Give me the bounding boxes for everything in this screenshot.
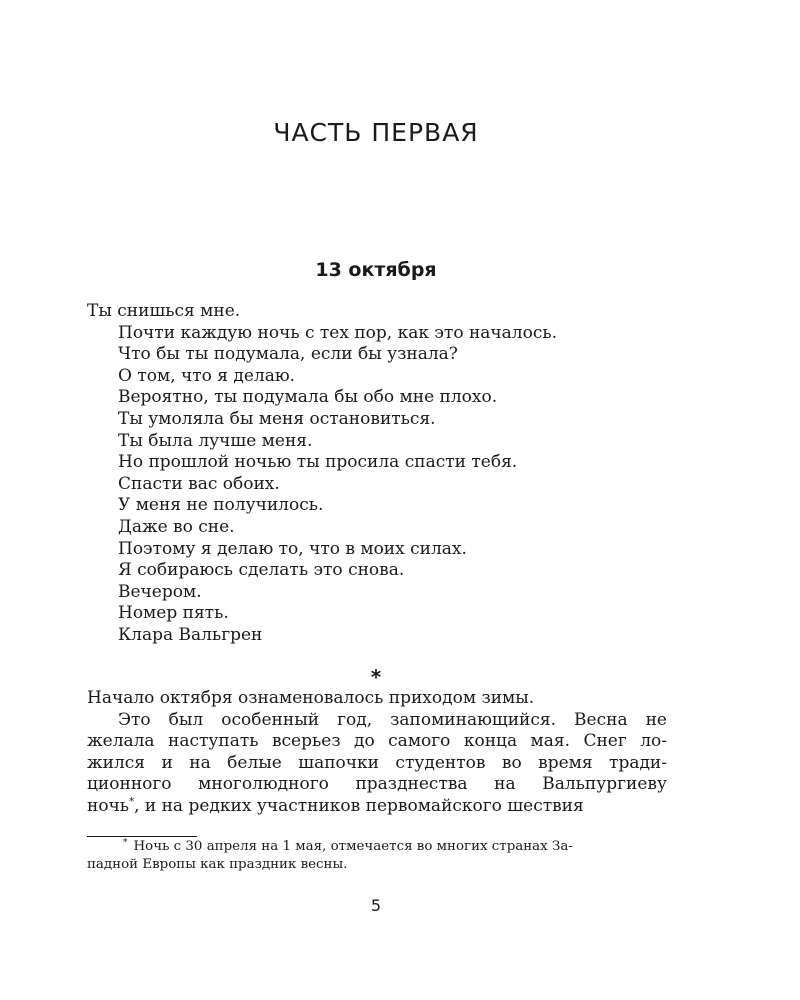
letter-line: Даже во сне.	[118, 516, 235, 537]
letter-opening-line: Ты снишься мне.	[87, 301, 241, 321]
paragraph-line: желала наступать всерьез до самого конца мая. Снег ло-	[87, 731, 667, 751]
letter-line: Ты была лучше меня.	[118, 430, 313, 451]
letter-line: Поэтому я делаю то, что в моих силах.	[118, 538, 467, 559]
letter-line: Что бы ты подумала, если бы узнала?	[118, 344, 458, 365]
paragraph-line: жился и на белые шапочки студентов во время тради-	[87, 752, 667, 773]
paragraph-line: Начало октября ознаменовалось приходом зимы.	[87, 688, 535, 708]
footnote-marker: *	[123, 837, 128, 848]
footnote-line: падной Европы как праздник весны.	[87, 857, 348, 872]
letter-signature: Клара Вальгрен	[118, 624, 263, 645]
letter-line: Почти каждую ночь с тех пор, как это началось.	[118, 322, 558, 343]
footnote-divider	[87, 836, 197, 837]
paragraph-text: , и на редких участников первомайского шествия	[134, 795, 584, 816]
body-paragraphs	[87, 688, 667, 817]
letter-line: Вероятно, ты подумала бы обо мне плохо.	[118, 387, 498, 408]
letter-line: Ты умоляла бы меня остановиться.	[118, 408, 436, 429]
part-title: ЧАСТЬ ПЕРВАЯ	[273, 118, 479, 147]
footnote	[87, 838, 667, 874]
date-heading: 13 октября	[315, 259, 437, 281]
page-number: 5	[370, 896, 382, 915]
paragraph-text: ночь	[87, 795, 130, 816]
paragraph-line: Это был особенный год, запоминающийся. Весна не	[118, 709, 667, 730]
footnote-line	[87, 838, 667, 856]
footnote-reference[interactable]: *	[129, 795, 135, 807]
letter-block	[87, 301, 677, 647]
letter-line: Я собираюсь сделать это снова.	[118, 560, 405, 581]
paragraph-line	[87, 796, 667, 818]
letter-line: О том, что я делаю.	[118, 365, 296, 386]
letter-line: У меня не получилось.	[118, 495, 324, 516]
letter-line: Спасти вас обоих.	[118, 473, 280, 494]
letter-line: Номер пять.	[118, 603, 229, 624]
letter-line: Вечером.	[118, 581, 202, 602]
section-separator: *	[370, 665, 382, 689]
letter-line: Но прошлой ночью ты просила спасти тебя.	[118, 452, 518, 473]
footnote-text: Ночь с 30 апреля на 1 мая, отмечается во многих странах За-	[133, 839, 573, 854]
paragraph-line: ционного многолюдного празднества на Вальпургиеву	[87, 774, 667, 794]
